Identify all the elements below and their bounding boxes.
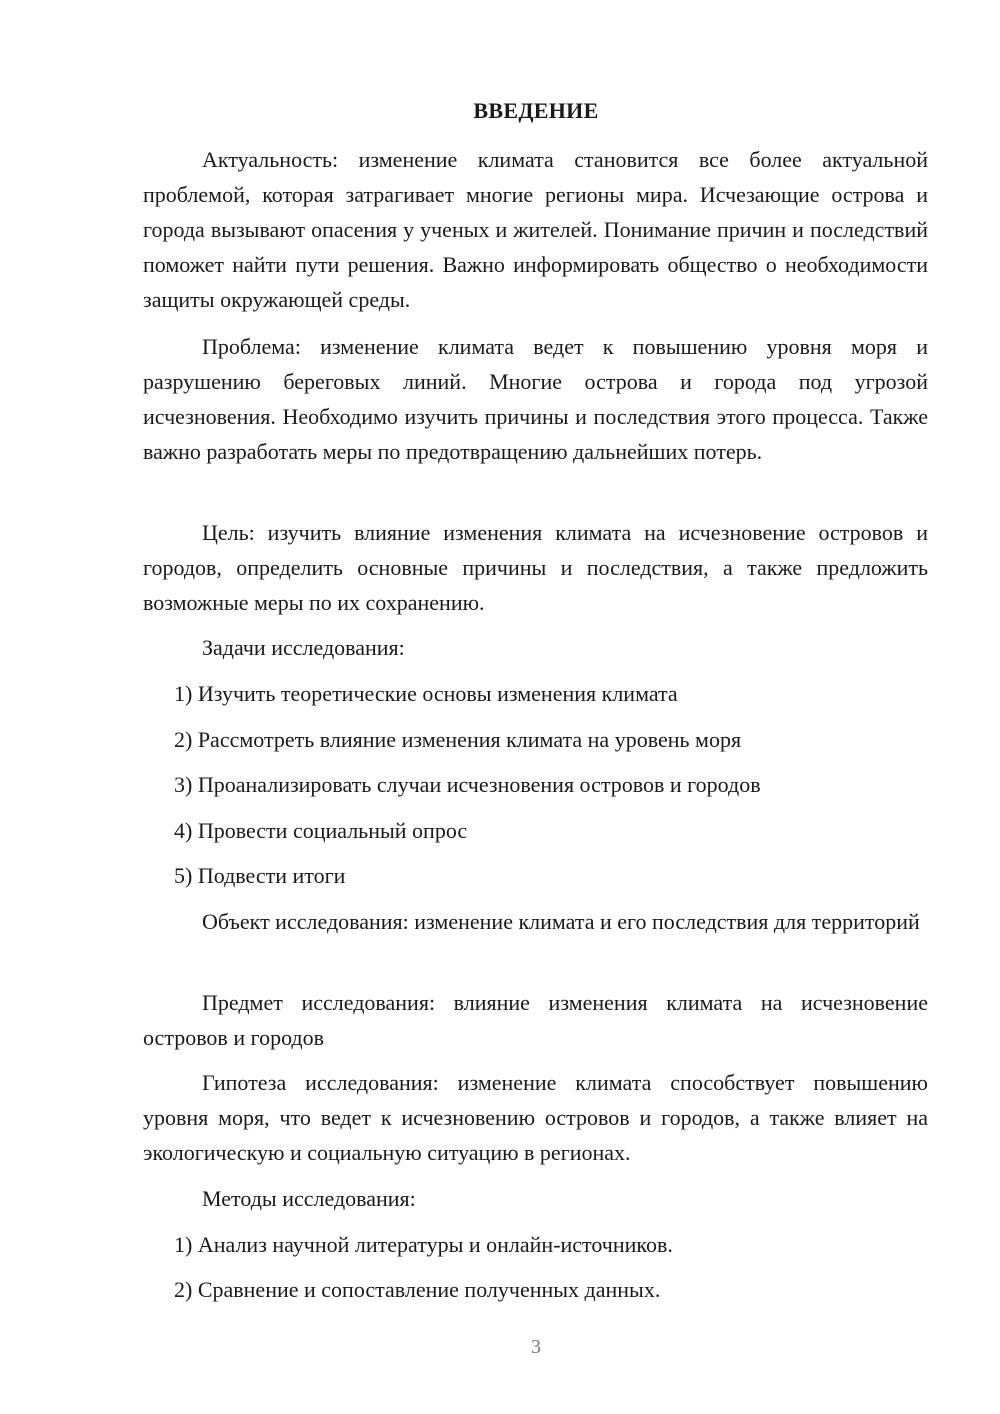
task-item-2: 2) Рассмотреть влияние изменения климата на уровень моря [174, 727, 742, 752]
methods-heading: Методы исследования: [202, 1186, 416, 1211]
page-number: 3 [531, 1336, 541, 1358]
tasks-heading: Задачи исследования: [202, 635, 405, 660]
task-item-3: 3) Проанализировать случаи исчезновения островов и городов [174, 772, 761, 797]
hypothesis-paragraph: Гипотеза исследования: изменение климата способствует повышению уровня моря, что ведет к исчезновению островов и городов, а также влияет на экологическую и социальную ситуацию в регионах. [143, 1070, 928, 1165]
problem-paragraph: Проблема: изменение климата ведет к повышению уровня моря и разрушению береговых линий. Многие острова и города под угрозой исчезновения. Необходимо изучить причины и последствия этого процесса. Также важно разработать меры по предотвращению дальнейших потерь. [143, 334, 928, 464]
task-item-5: 5) Подвести итоги [174, 863, 346, 888]
section-title: ВВЕДЕНИЕ [473, 98, 599, 123]
object-paragraph: Объект исследования: изменение климата и его последствия для территорий [202, 909, 920, 934]
relevance-paragraph: Актуальность: изменение климата становится все более актуальной проблемой, которая затрагивает многие регионы мира. Исчезающие острова и города вызывают опасения у ученых и жителей. Понимание причин и последствий поможет найти пути решения. Важно информировать общество о необходимости защиты окружающей среды. [143, 147, 928, 312]
subject-paragraph: Предмет исследования: влияние изменения климата на исчезновение островов и городов [143, 990, 928, 1050]
goal-paragraph: Цель: изучить влияние изменения климата на исчезновение островов и городов, определить основные причины и последствия, а также предложить возможные меры по их сохранению. [143, 520, 928, 615]
task-item-4: 4) Провести социальный опрос [174, 818, 468, 843]
method-item-2: 2) Сравнение и сопоставление полученных данных. [174, 1277, 661, 1302]
task-item-1: 1) Изучить теоретические основы изменения климата [174, 681, 678, 706]
method-item-1: 1) Анализ научной литературы и онлайн-источников. [174, 1232, 673, 1257]
